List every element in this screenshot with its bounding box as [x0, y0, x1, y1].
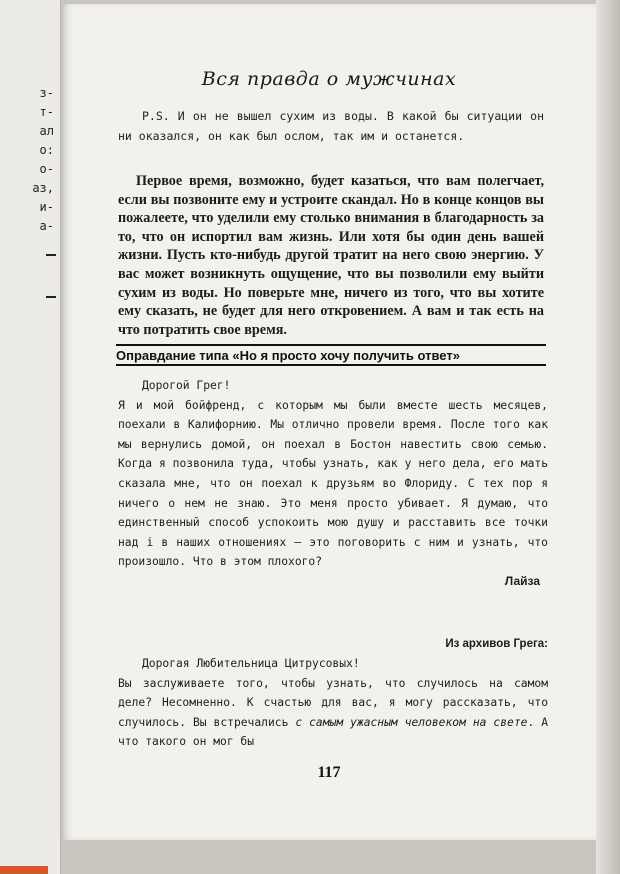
letter-signature: Лайза [504, 573, 540, 588]
edge-line: а- [39, 219, 54, 233]
running-head: Вся правда о мужчинах [201, 68, 457, 90]
edge-line: о: [39, 143, 54, 157]
page-stack-edge [596, 0, 620, 874]
facing-page-rule [46, 296, 56, 298]
archive-label: Из архивов Грега: [445, 638, 548, 650]
page-number: 117 [317, 764, 341, 781]
reply-text-start: Вы заслуживаете того, чтобы узнать, что случилось на самом деле? Несомненно. К счастью для вас, я могу рассказать, что случилось. Вы встречались [118, 676, 548, 729]
body-text: Первое время, возможно, будет казаться, что вам полегчает, если вы позвоните ему и устроите скандал. Но в конце концов вы пожалеете, что уделили ему столько внимания в благодарность за то, что он испортил вам жизнь. Или хотя бы один день вашей жизни. Пусть кто-нибудь другой тратит на него свою энергию. У вас может возникнуть ощущение, что вы позволили ему выйти сухим из воды. Но поверьте мне, ничего из того, что вы хотите ему сказать, не будет для него откровением. А вам и так есть на что потратить свое время. [118, 173, 544, 338]
edge-line: аз, [32, 181, 54, 195]
reply-text-end: . А что такого он мог бы [118, 715, 548, 749]
edge-line: ал [39, 124, 54, 138]
edge-line: з- [39, 86, 54, 100]
letter-body: Я и мой бойфренд, с которым мы были вместе шесть месяцев, поехали в Калифорнию. Мы отлично провели время. После того как мы вернулись домой, он поехал в Бостон навестить свою семью. Когда я позвонила туда, чтобы узнать, как у него дела, его мать сказала мне, что он поехал к друзьям во Флориду. С тех пор я ничего о нем не знаю. Это меня просто убивает. Я думаю, что единственный способ успокоить мою душу и расставить все точки над i в наших отношениях – это поговорить с ним и узнать, что произошло. Что в этом плохого? [118, 398, 548, 569]
edge-line: т- [39, 105, 54, 119]
reply-letter [118, 654, 548, 752]
reader-letter [118, 376, 548, 592]
edge-line: и- [39, 200, 54, 214]
reply-greeting: Дорогая Любительница Цитрусовых! [142, 657, 360, 670]
letter-greeting: Дорогой Грег! [142, 379, 231, 392]
postscript-paragraph [118, 106, 544, 146]
facing-page-rule [46, 254, 56, 256]
book-page [62, 4, 596, 840]
edge-line: о- [39, 162, 54, 176]
facing-page-text-fragments [32, 84, 54, 236]
reply-text-italic: с самым ужасным человеком на свете [295, 715, 528, 729]
body-paragraph [118, 172, 544, 339]
postscript-text: P.S. И он не вышел сухим из воды. В какой бы ситуации он ни оказался, он как был ослом, так им и останется. [118, 109, 544, 143]
section-heading: Оправдание типа «Но я просто хочу получить ответ» [116, 344, 546, 366]
facing-page-edge [0, 0, 61, 874]
book-cover-edge [0, 866, 48, 874]
